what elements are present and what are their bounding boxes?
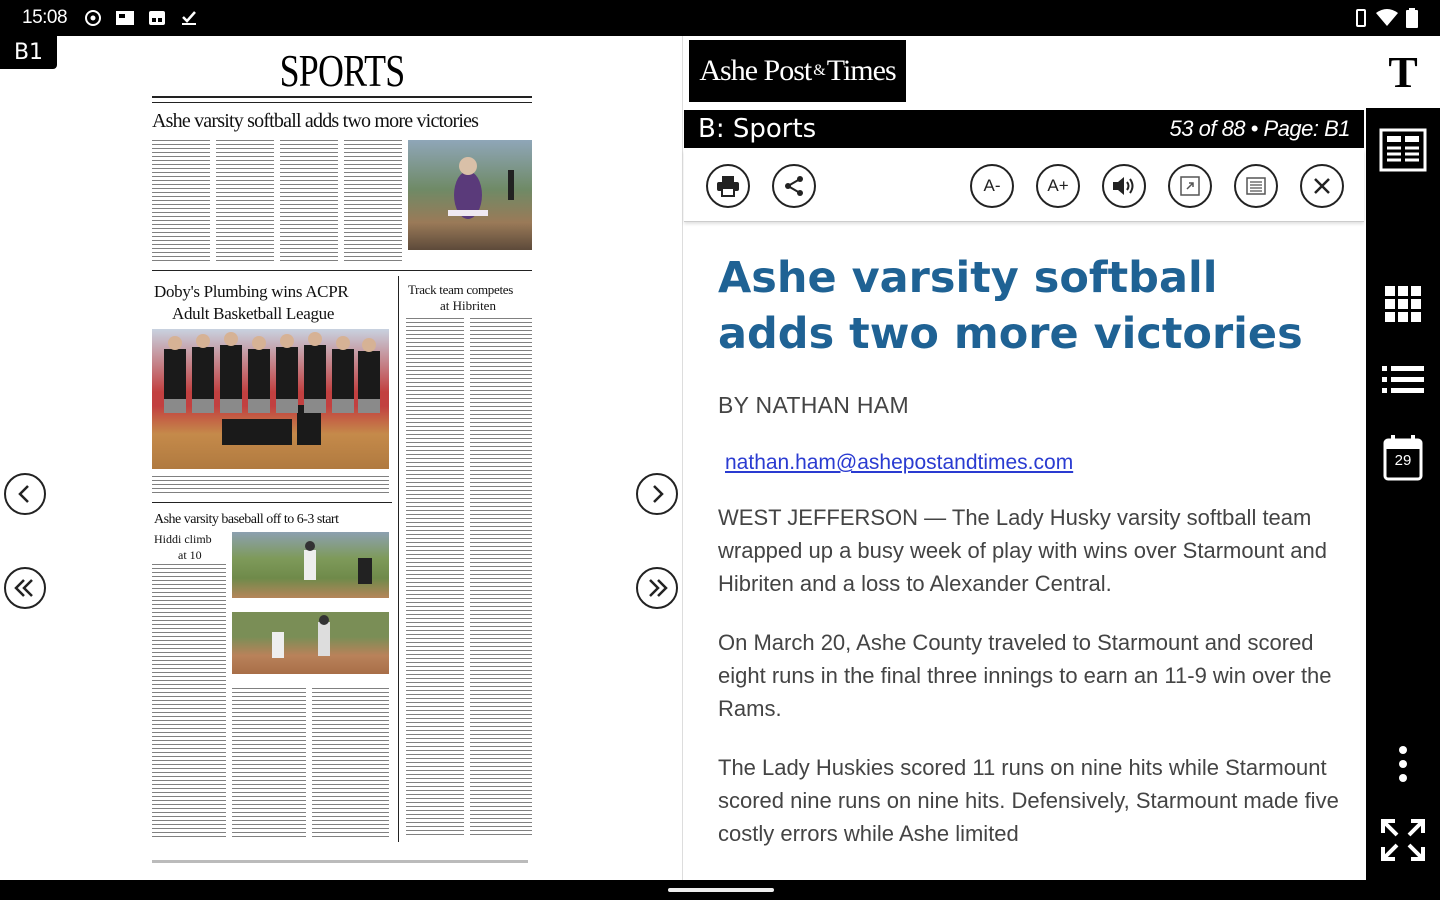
newspaper-headline-track-2: at Hibriten [440, 298, 496, 313]
share-button[interactable] [772, 164, 816, 208]
gesture-handle[interactable] [668, 888, 774, 892]
panel-divider [682, 36, 683, 880]
basketball-team-photo [152, 329, 389, 469]
text-column [312, 688, 389, 840]
list-view-button[interactable] [1366, 352, 1440, 408]
fullscreen-icon [1381, 819, 1425, 861]
newspaper-subhead-baseball-2: at 10 [178, 548, 202, 562]
newspaper-headline-track[interactable]: Track team competes [408, 282, 514, 297]
text-column [152, 564, 226, 840]
newspaper-icon [1379, 128, 1427, 172]
divider [152, 96, 532, 98]
text-view-label: T [1388, 47, 1418, 97]
image-icon [147, 9, 167, 27]
double-chevron-left-icon [13, 578, 37, 598]
section-header [684, 110, 1364, 148]
newspaper-subhead-baseball: Hiddi climb [154, 532, 212, 546]
next-article-button[interactable] [636, 473, 678, 515]
increase-font-label: A+ [1047, 176, 1069, 195]
expand-button[interactable] [1168, 164, 1212, 208]
divider [152, 502, 392, 503]
photo-caption [152, 476, 389, 494]
article-paragraph: On March 20, Ashe County traveled to Starmount and scored eight runs in the final three innings to earn an 11-9 win over the Rams. [718, 630, 1332, 721]
article-content [718, 250, 1348, 880]
publication-logo [689, 40, 906, 102]
newspaper-view-button[interactable] [1366, 122, 1440, 178]
print-button[interactable] [706, 164, 750, 208]
system-nav-bar [0, 880, 1440, 900]
page-view-icon [1245, 175, 1267, 197]
vibrate-icon [1354, 9, 1368, 32]
speaker-icon [1111, 175, 1137, 197]
chevron-left-icon [16, 484, 34, 504]
share-icon [783, 175, 805, 197]
expand-icon [1179, 175, 1201, 197]
grid-icon [1384, 285, 1422, 323]
divider [152, 860, 528, 863]
text-column [152, 140, 210, 262]
wifi-icon [1376, 9, 1398, 32]
previous-article-button[interactable] [4, 473, 46, 515]
more-vertical-icon [1398, 745, 1408, 783]
logo-amp: & [813, 62, 825, 79]
article-paragraph: The Lady Huskies scored 11 runs on nine hits while Starmount scored nine runs on nine hits. Defensively, Starmount made five costly errors while Ashe limited [718, 755, 1339, 846]
article-paragraph: WEST JEFFERSON — The Lady Husky varsity softball team wrapped up a busy week of play with wins over Starmount and Hibriten and a loss to Alexander Central. [718, 505, 1327, 596]
decrease-font-button[interactable] [970, 164, 1014, 208]
text-column [344, 140, 402, 262]
more-options-button[interactable] [1366, 736, 1440, 792]
print-icon [716, 175, 740, 197]
article-title: Ashe varsity softball adds two more victories [718, 253, 1303, 359]
newspaper-section-title: SPORTS [279, 45, 405, 96]
next-page-button[interactable] [636, 567, 678, 609]
text-column [216, 140, 274, 262]
right-sidebar [1366, 36, 1440, 880]
chevron-right-icon [648, 484, 666, 504]
notification-icon [83, 9, 103, 27]
list-icon [1382, 366, 1424, 394]
text-column [280, 140, 338, 262]
close-button[interactable] [1300, 164, 1344, 208]
text-column [470, 318, 532, 838]
newspaper-headline-softball[interactable]: Ashe varsity softball adds two more victories [152, 110, 479, 132]
logo-text-2: Times [826, 54, 896, 87]
article-toolbar [684, 150, 1364, 222]
double-chevron-right-icon [645, 578, 669, 598]
logo-text-1: Ashe Post [699, 54, 812, 87]
article-position: 53 of 88 • Page: B1 [1169, 116, 1350, 141]
status-bar [0, 0, 1440, 36]
newspaper-headline-basketball[interactable]: Doby's Plumbing wins ACPR [154, 282, 349, 301]
status-time: 15:08 [22, 7, 68, 28]
page-number-label: B1 [0, 36, 57, 69]
grid-view-button[interactable] [1366, 276, 1440, 332]
text-view-button[interactable] [1366, 36, 1440, 108]
photo-icon [115, 9, 135, 27]
page-view-button[interactable] [1234, 164, 1278, 208]
previous-page-button[interactable] [4, 567, 46, 609]
listen-button[interactable] [1102, 164, 1146, 208]
softball-photo [408, 140, 532, 250]
divider [398, 276, 399, 842]
baseball-photo-1 [232, 532, 389, 598]
text-column [232, 688, 306, 840]
newspaper-headline-baseball[interactable]: Ashe varsity baseball off to 6-3 start [154, 512, 339, 527]
divider [152, 102, 532, 103]
section-name: B: Sports [698, 114, 817, 144]
increase-font-button[interactable] [1036, 164, 1080, 208]
author-email-link[interactable]: nathan.ham@ashepostandtimes.com [725, 451, 1074, 474]
newspaper-headline-basketball-2: Adult Basketball League [172, 304, 335, 323]
battery-icon [1406, 8, 1418, 33]
close-icon [1312, 176, 1332, 196]
download-done-icon [179, 9, 199, 27]
calendar-button[interactable] [1366, 428, 1440, 488]
baseball-photo-2 [232, 612, 389, 674]
text-column [406, 318, 464, 838]
calendar-day: 29 [1394, 452, 1412, 469]
newspaper-page[interactable] [150, 44, 534, 866]
decrease-font-label: A- [983, 176, 1001, 195]
fullscreen-button[interactable] [1366, 812, 1440, 868]
divider [152, 270, 532, 271]
article-byline: BY NATHAN HAM [718, 392, 909, 418]
